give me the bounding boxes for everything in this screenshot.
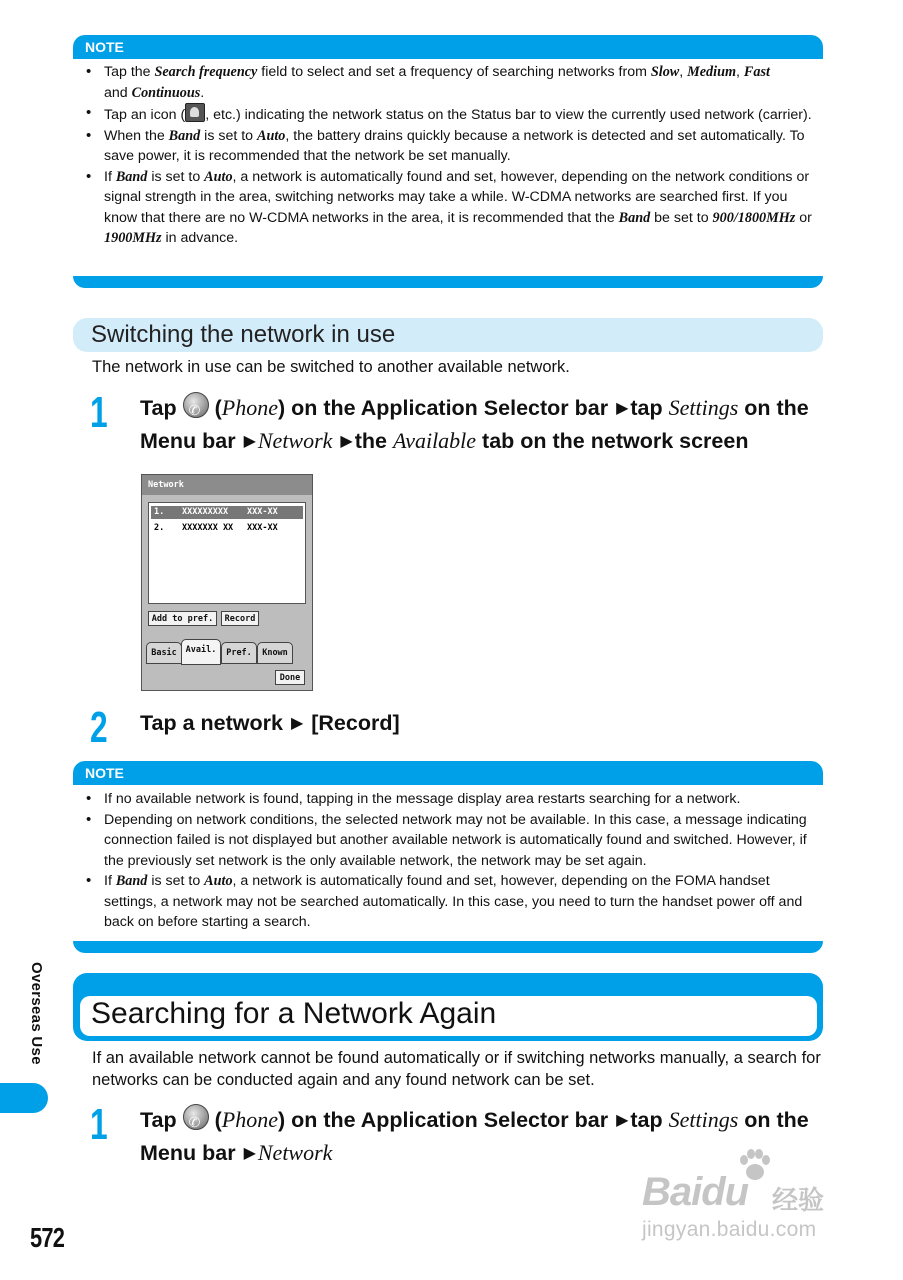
phone-icon	[183, 1104, 209, 1130]
note-footer	[73, 276, 823, 288]
record-button[interactable]: Record	[221, 611, 259, 626]
step-number: 1	[90, 388, 108, 437]
section-intro: If an available network cannot be found automatically or if switching networks manually, a search for networks can be conducted again and any found network can be set.	[92, 1049, 821, 1089]
note-item: • Depending on network conditions, the selected network may not be available. In this case, a message indicating connection failed is not displayed but another available network is automatically found and switched. However, if the previously set network is the only available network, the network may be set again.	[84, 810, 814, 872]
phone-icon	[183, 392, 209, 418]
network-list	[148, 502, 306, 604]
note-list	[84, 789, 814, 933]
tab-preferred[interactable]: Pref.	[221, 642, 257, 664]
arrow-icon: ▶	[243, 1145, 256, 1162]
step-instruction: Tap ✆ (Phone) on the Application Selector bar ▶tap Settings on the Menu bar ▶Network ▶the Available tab on the network screen	[140, 392, 830, 458]
arrow-icon: ▶	[340, 433, 353, 450]
done-button[interactable]: Done	[275, 670, 305, 685]
arrow-icon: ▶	[290, 715, 304, 732]
watermark-logo: Baidu	[642, 1170, 749, 1214]
note-footer	[73, 941, 823, 953]
tab-basic[interactable]: Basic	[146, 642, 182, 664]
step-number: 1	[90, 1100, 108, 1149]
network-row[interactable]: 1. XXXXXXXXX XXX-XX	[151, 506, 303, 519]
screen-title: Network	[142, 475, 312, 495]
network-row[interactable]: 2. XXXXXXX XX XXX-XX	[154, 523, 278, 533]
network-screen	[141, 474, 313, 691]
tab-known[interactable]: Known	[257, 642, 293, 664]
tab-available[interactable]: Avail.	[181, 639, 221, 665]
chapter-label: Overseas Use	[28, 962, 45, 1065]
section-intro: The network in use can be switched to another available network.	[92, 358, 570, 376]
add-to-pref-button[interactable]: Add to pref.	[148, 611, 217, 626]
watermark-cn: 经验	[772, 1185, 825, 1215]
note-item: • Tap an icon ( , etc.) indicating the network status on the Status bar to view the currently used network (carrier).	[84, 103, 814, 126]
note-item: • When the Band is set to Auto, the battery drains quickly because a network is detected and set automatically. To save power, it is recommended that the network be set manually.	[84, 126, 814, 167]
note-item: • If Band is set to Auto, a network is automatically found and set, however, depending on the network conditions or signal strength in the area, switching networks may take a while. W-CDMA networks are searched first. If you know that there are no W-CDMA networks in the area, it is recommended that the Band be set to 900/1800MHz or 1900MHz in advance.	[84, 167, 814, 249]
note-item: • Tap the Search frequency field to select and set a frequency of searching networks from Slow, Medium, Fast and Continuous.	[84, 62, 814, 103]
arrow-icon: ▶	[616, 400, 629, 417]
note-header: NOTE	[73, 761, 823, 785]
step-instruction: Tap ✆ (Phone) on the Application Selector bar ▶tap Settings on the Menu bar ▶Network	[140, 1104, 830, 1170]
note-item: • If no available network is found, tapping in the message display area restarts searching for a network.	[84, 789, 814, 810]
network-status-icon	[185, 103, 205, 122]
watermark	[640, 1148, 850, 1248]
note-list	[84, 62, 814, 249]
section-title: Searching for a Network Again	[80, 996, 817, 1036]
page-number: 572	[30, 1222, 65, 1253]
chapter-tab	[0, 1083, 48, 1113]
step-instruction: Tap a network ▶ [Record]	[140, 707, 830, 740]
step-number: 2	[90, 703, 108, 752]
watermark-url: jingyan.baidu.com	[642, 1218, 817, 1241]
section-title: Switching the network in use	[73, 318, 823, 352]
arrow-icon: ▶	[243, 433, 256, 450]
arrow-icon: ▶	[616, 1112, 629, 1129]
note-header: NOTE	[73, 35, 823, 59]
note-item: • If Band is set to Auto, a network is automatically found and set, however, depending on the FOMA handset settings, a network may not be searched automatically. In this case, you need to turn the handset power off and back on before starting a search.	[84, 871, 814, 933]
